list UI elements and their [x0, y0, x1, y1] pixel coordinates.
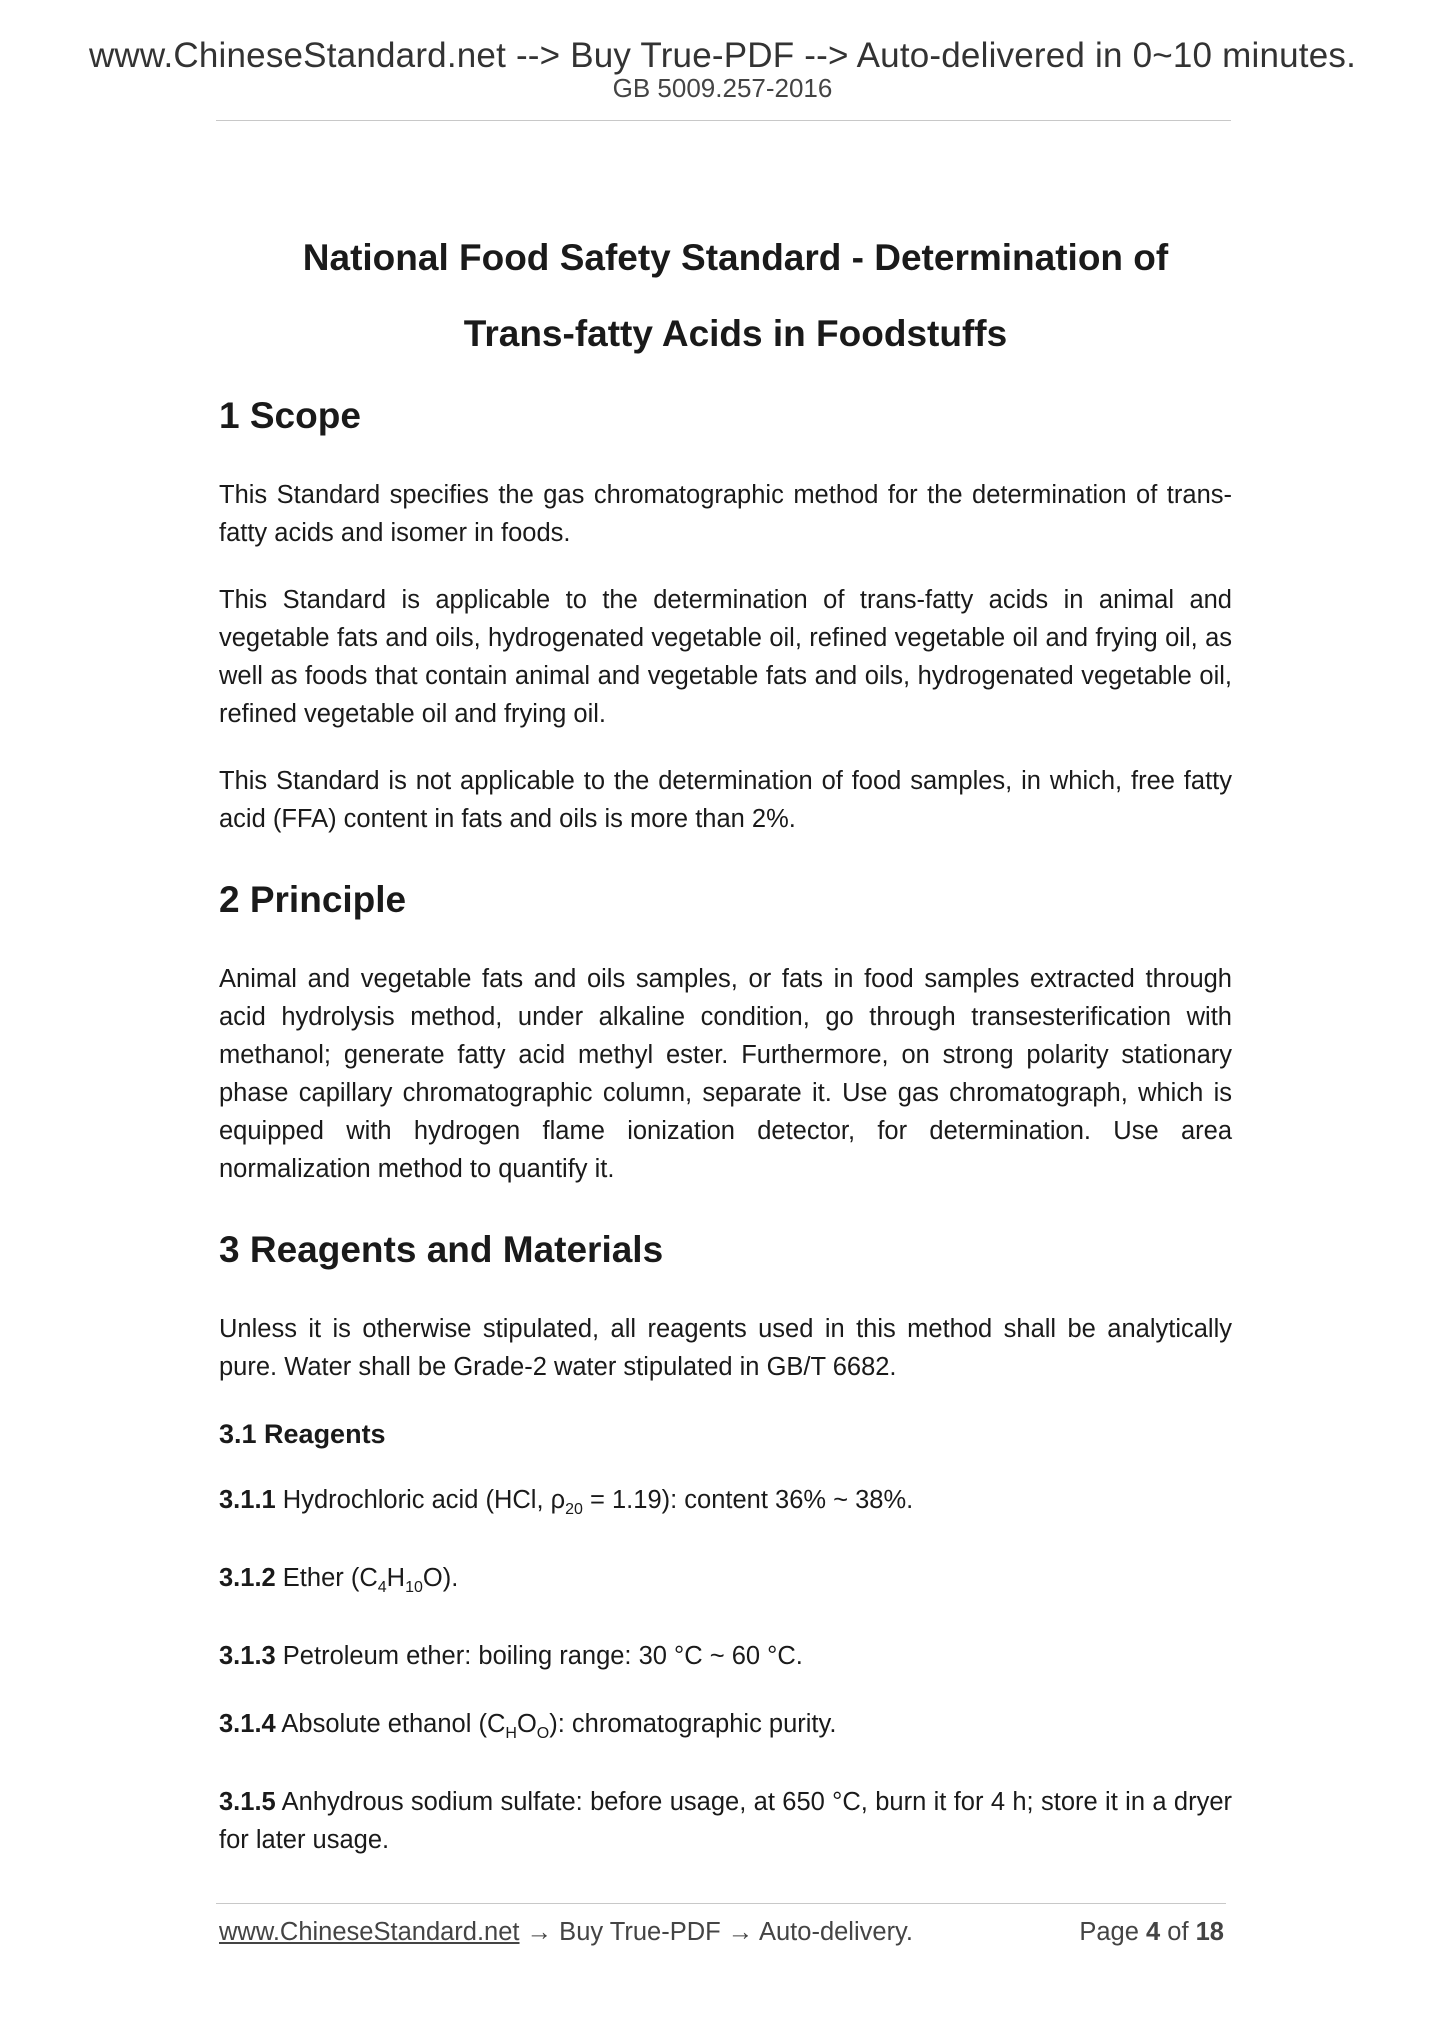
footer-divider — [216, 1903, 1226, 1904]
top-banner: www.ChineseStandard.net --> Buy True-PDF --> Auto-delivered in 0~10 minutes. — [88, 36, 1357, 75]
item-number: 3.1.3 — [219, 1642, 276, 1671]
reagent-item-absolute-ethanol: 3.1.4 Absolute ethanol $(C_HO_O)$: chromatographic purity. — [219, 1710, 837, 1743]
page-indicator: Page 4 of 18 — [1079, 1918, 1224, 1946]
section-reagents-heading: 3 Reagents and Materials — [219, 1229, 664, 1270]
header-divider — [216, 120, 1231, 121]
reagent-item-sodium-sulfate: 3.1.5 Anhydrous sodium sulfate: before usage, at 650 °C, burn it for 4 h; store it in a dryer for later usage. — [219, 1788, 1232, 1855]
subsection-reagents-heading: 3.1 Reagents — [219, 1419, 386, 1449]
item-number: 3.1.1 — [219, 1486, 276, 1514]
reagent-item-hydrochloric-acid: 3.1.1 Hydrochloric acid (HCl, $\rho_{20} = 1.19$): content 36% ~ 38%. — [219, 1486, 914, 1519]
reagent-item-petroleum-ether: 3.1.3 Petroleum ether: boiling range: 30 °C ~ 60 °C. — [219, 1642, 803, 1671]
item-number: 3.1.5 — [219, 1788, 276, 1817]
standard-code: GB 5009.257-2016 — [612, 73, 833, 103]
reagents-paragraph: Unless it is otherwise stipulated, all reagents used in this method shall be analytically pure. Water shall be Grade-2 water stipulated in GB/T 6682. — [219, 1315, 1232, 1381]
page-footer — [219, 1918, 1229, 1947]
document-title — [219, 220, 1232, 372]
current-page: 4 — [1146, 1918, 1161, 1946]
footer-tagline: → Buy True-PDF → Auto-delivery. — [519, 1918, 913, 1946]
scope-paragraph-1: This Standard specifies the gas chromatographic method for the determination of trans-fatty acids and isomer in foods. — [219, 481, 1232, 547]
footer-site-link[interactable]: www.ChineseStandard.net — [219, 1918, 520, 1946]
total-pages: 18 — [1195, 1918, 1224, 1946]
section-scope-heading: 1 Scope — [219, 395, 361, 436]
title-line-2: Trans-fatty Acids in Foodstuffs — [463, 313, 1008, 354]
scope-paragraph-3: This Standard is not applicable to the determination of food samples, in which, free fatty acid (FFA) content in fats and oils is more than 2%. — [219, 767, 1232, 833]
title-line-1: National Food Safety Standard - Determination of — [302, 237, 1169, 278]
scope-paragraph-2: This Standard is applicable to the determination of trans-fatty acids in animal and vegetable fats and oils, hydrogenated vegetable oil, refined vegetable oil and frying oil, as well as foods that contain animal and vegetable fats and oils, hydrogenated vegetable oil, refined vegetable oil and frying oil. — [219, 586, 1232, 728]
item-number: 3.1.4 — [219, 1710, 276, 1739]
section-principle-heading: 2 Principle — [219, 879, 407, 920]
principle-paragraph: Animal and vegetable fats and oils samples, or fats in food samples extracted through acid hydrolysis method, under alkaline condition, go through transesterification with methanol; generate fatty acid methyl ester. Furthermore, on strong polarity stationary phase capillary chromatographic column, separate it. Use gas chromatograph, which is equipped with hydrogen flame ionization detector, for determination. Use area normalization method to quantify it. — [219, 965, 1232, 1183]
item-number: 3.1.2 — [219, 1564, 276, 1593]
document-body — [219, 220, 1232, 1889]
reagent-item-ether: 3.1.2 Ether $(C_4H_{10}O)$. — [219, 1564, 459, 1597]
